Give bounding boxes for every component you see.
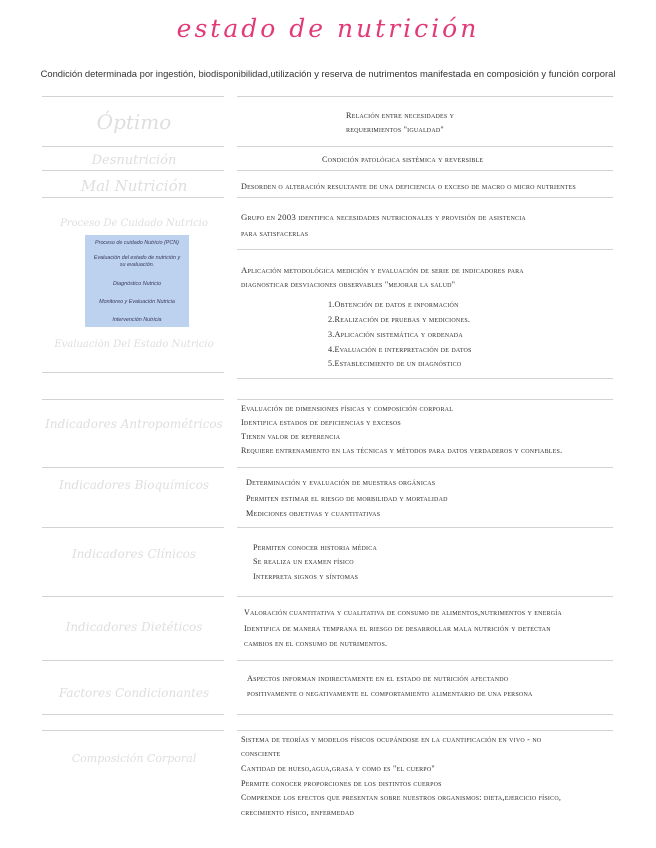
clinicos-line: Permiten conocer historia médica — [253, 543, 377, 552]
factores-line: Aspectos informan indirectamente en el estado de nutrición afectando — [247, 674, 509, 683]
divider — [42, 399, 224, 400]
divider — [42, 170, 224, 171]
page-title: estado de nutrición — [176, 14, 480, 43]
antropometricos-line: Tienen valor de referencia — [241, 432, 341, 441]
label-bioquimicos: Indicadores Bioquímicos — [58, 478, 210, 492]
dieteticos-line: Valoración cuantitativa y cualitativa de consumo de alimentos,nutrimentos y energía — [244, 608, 562, 617]
divider — [237, 660, 613, 661]
evaluacion-step: 2.Realización de pruebas y mediciones. — [328, 315, 471, 324]
divider — [42, 96, 224, 97]
diagram-item: Monitoreo y Evaluación Nutricia — [99, 299, 175, 305]
label-proceso: Proceso De Cuidado Nutricio — [60, 218, 208, 229]
divider — [42, 730, 224, 731]
label-factores: Factores Condicionantes — [58, 686, 210, 700]
evaluacion-line: Aplicación metodológica medición y evaluación de serie de indicadores para — [241, 265, 524, 275]
divider — [237, 146, 613, 147]
label-clinicos: Indicadores Clínicos — [71, 547, 197, 561]
proceso-line: para satisfacerlas — [241, 229, 309, 238]
divider — [42, 527, 224, 528]
composicion-line: Sistema de teorías y modelos físicos ocupándose en la cuantificación en vivo - no — [241, 735, 542, 744]
antropometricos-line: Requiere entrenamiento en las técnicas y métodos para datos verdaderos y confiables. — [241, 446, 563, 455]
evaluacion-step: 4.Evaluación e interpretación de datos — [328, 345, 472, 354]
composicion-line: Comprende los efectos que presentan sobre nuestros organismos: dieta,ejercicio físico, — [241, 793, 562, 802]
evaluacion-step: 3.Aplicación sistemática y ordenada — [328, 330, 463, 339]
diagram-item: Diagnóstico Nutricio — [113, 281, 161, 287]
divider — [42, 467, 224, 468]
factores-line: positivamente o negativamente el comportamiento alimentario de una persona — [247, 689, 533, 698]
page-subtitle: Condición determinada por ingestión, biodisponibilidad,utilización y reserva de nutrimentos manifestada en composición y función corporal — [40, 68, 616, 79]
evaluacion-line: diagnosticar desviaciones observables "mejorar la salud" — [241, 280, 456, 289]
proceso-line: Grupo en 2003 identifica necesidades nutricionales y provisión de asistencia — [241, 212, 526, 222]
divider — [42, 197, 224, 198]
composicion-line: crecimiento físico, enfermedad — [241, 808, 355, 817]
divider — [42, 596, 224, 597]
composicion-line: Permite conocer proporciones de los distintos cuerpos — [241, 779, 442, 788]
label-antropometricos: Indicadores Antropométricos — [45, 417, 223, 431]
divider — [42, 146, 224, 147]
clinicos-line: Se realiza un examen físico — [253, 557, 354, 566]
clinicos-line: Interpreta signos y síntomas — [253, 572, 359, 581]
bioquimicos-line: Permiten estimar el riesgo de morbilidad y mortalidad — [246, 494, 448, 503]
divider — [237, 197, 613, 198]
divider — [237, 170, 613, 171]
divider — [237, 249, 613, 250]
label-dieteticos: Indicadores Dietéticos — [65, 620, 203, 634]
composicion-line: Cantidad de hueso,agua,grasa y como es "el cuerpo" — [241, 764, 435, 773]
antropometricos-line: Identifica estados de deficiencias y excesos — [241, 418, 401, 427]
label-desnutricion: Desnutrición — [91, 153, 177, 168]
optimo-line: Relación entre necesidades y — [346, 111, 455, 120]
pcn-diagram — [85, 235, 189, 327]
evaluacion-step: 5.Establecimiento de un diagnóstico — [328, 359, 462, 368]
label-evaluacion: Evaluación Del Estado Nutricio — [54, 339, 214, 350]
optimo-line: requerimientos "igualdad" — [346, 125, 444, 134]
composicion-line: consciente — [241, 749, 281, 758]
divider — [42, 714, 224, 715]
divider — [237, 467, 613, 468]
mal-nutricion-line: Desorden o alteración resultante de una deficiencia o exceso de macro o micro nutrientes — [241, 182, 576, 191]
label-composicion: Composición Corporal — [71, 752, 197, 765]
desnutricion-line: Condición patológica sistémica y reversible — [322, 155, 484, 164]
label-optimo: Óptimo — [96, 110, 172, 134]
divider — [237, 596, 613, 597]
divider — [237, 714, 613, 715]
diagram-item: Proceso de cuidado Nutricio (PCN) — [95, 240, 179, 246]
evaluacion-step: 1.Obtención de datos e información — [328, 300, 459, 309]
diagram-item: Evaluación del estado de nutrición y — [93, 255, 181, 261]
antropometricos-line: Evaluación de dimensiones físicas y composición corporal — [241, 404, 454, 413]
bioquimicos-line: Determinación y evaluación de muestras orgánicas — [246, 478, 436, 487]
divider — [237, 378, 613, 379]
divider — [237, 730, 613, 731]
diagram-item: Intervención Nutricia — [112, 317, 162, 323]
dieteticos-line: cambios en el consumo de nutrimentos. — [244, 639, 388, 648]
label-mal-nutricion: Mal Nutrición — [80, 177, 188, 195]
diagram-item: su evaluación. — [119, 262, 155, 268]
divider — [42, 372, 224, 373]
dieteticos-line: Identifica de manera temprana el riesgo de desarrollar mala nutrición y detectan — [244, 624, 551, 633]
divider — [237, 399, 613, 400]
divider — [42, 660, 224, 661]
divider — [237, 527, 613, 528]
bioquimicos-line: Mediciones objetivas y cuantitativas — [246, 509, 381, 518]
divider — [237, 96, 613, 97]
